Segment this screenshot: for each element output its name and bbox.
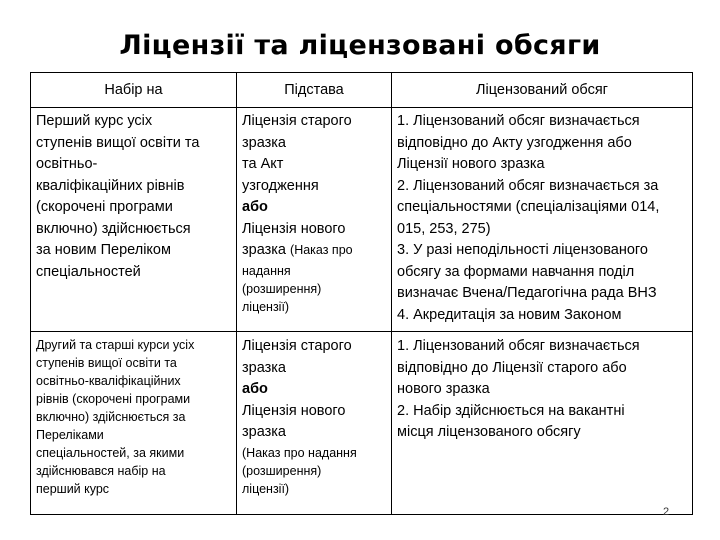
- row1-enrollment-cell: Перший курс усіх ступенів вищої освіти та освітньо- кваліфікаційних рівнів (скорочені програми включно) здійснюється за новим Переліком спеціальностей: [31, 108, 237, 332]
- row2-volume-cell: 1. Ліцензований обсяг визначається відповідно до Ліцензії старого або нового зразка 2. Набір здійснюється на вакантні місця ліцензованого обсягу: [392, 332, 693, 515]
- license-table: [30, 72, 693, 515]
- or-keyword: або: [242, 199, 268, 215]
- page-title: Ліцензії та ліцензовані обсяги: [119, 30, 601, 61]
- row2-enrollment-cell: Другий та старші курси усіх ступенів вищої освіти та освітньо-кваліфікаційних рівнів (скорочені програми включно) здійснюється за Переліками спеціальностей, за якими здійснювався набір на перший курс: [31, 332, 237, 515]
- row1-volume-cell: 1. Ліцензований обсяг визначається відповідно до Акту узгодження або Ліцензії нового зразка 2. Ліцензований обсяг визначається за спеціальностями (спеціалізаціями 014, 015, 253, 275) 3. У разі неподільності ліцензованого обсягу за формами навчання поділ визначає Вчена/Педагогічна рада ВНЗ 4. Акредитація за новим Законом: [392, 108, 693, 332]
- row2-basis-cell: Ліцензія старого зразка або Ліцензія нового зразка (Наказ про надання (розширення) ліцензії): [237, 332, 392, 515]
- page-number: 2: [663, 506, 670, 518]
- table-row: [31, 108, 693, 332]
- table-row: [31, 332, 693, 515]
- header-enrollment: Набір на: [31, 73, 237, 108]
- header-basis: Підстава: [237, 73, 392, 108]
- row1-basis-cell: Ліцензія старого зразка та Акт узгодження або Ліцензія нового зразка (Наказ про надання (розширення) ліцензії): [237, 108, 392, 332]
- table-header-row: [31, 73, 693, 108]
- header-licensed-volume: Ліцензований обсяг: [392, 73, 693, 108]
- or-keyword: або: [242, 381, 268, 397]
